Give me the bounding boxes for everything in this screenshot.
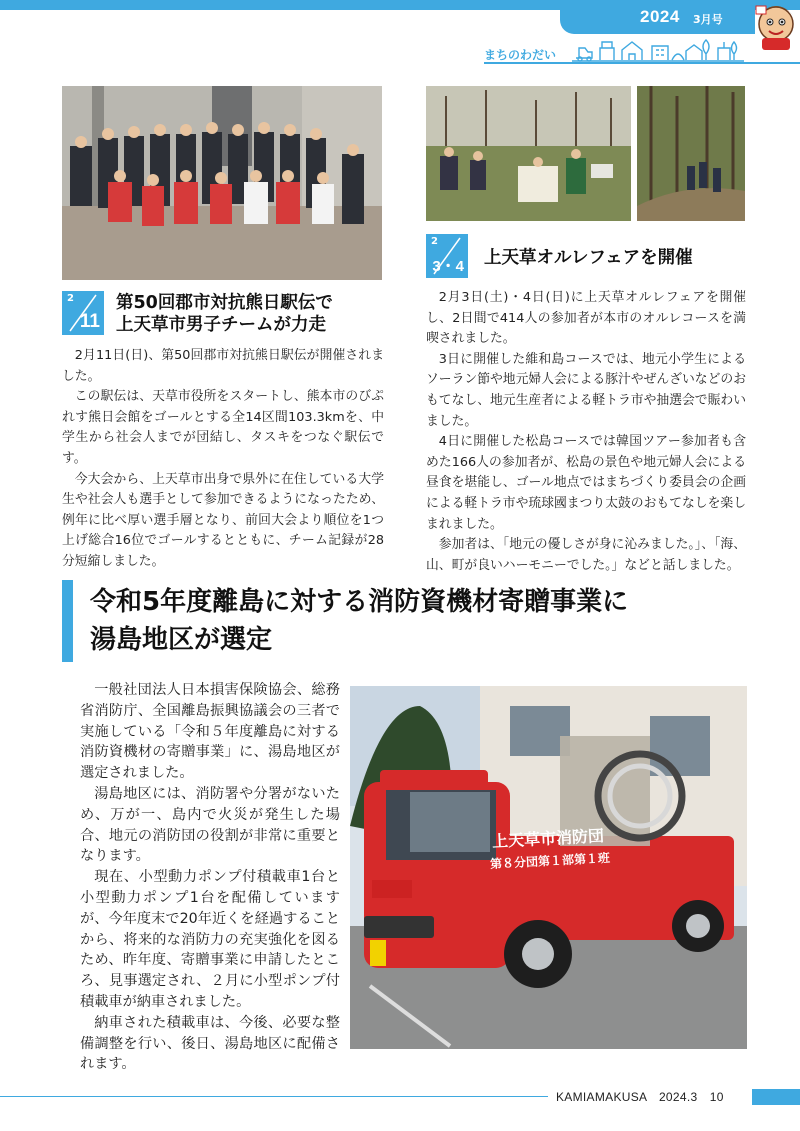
fire-truck-photo: [350, 686, 747, 1049]
article1-body: [62, 346, 384, 573]
article2-paragraph: 3日に開催した維和島コースでは、地元小学生によるソーラン節や地元婦人会による豚汁やぜんざいなどのおもてなし、地元生産者による軽トラ市や抽選会で賑わいました。: [426, 351, 746, 429]
article2-title: 上天草オルレフェアを開催: [484, 248, 693, 268]
badge-month: 2: [67, 293, 74, 304]
badge-day: 11: [79, 311, 100, 332]
article2-paragraph: 2月3日(土)・4日(日)に上天草オルレフェアを開催し、2日間で414人の参加者が本市のオルレコースを満喫されました。: [426, 290, 746, 347]
orle-forest-trail-photo: [637, 86, 745, 221]
orle-picnic-photo: [426, 86, 631, 221]
feature-body: [80, 680, 340, 1075]
article1-paragraph: 今大会から、上天草市出身で県外に在住している大学生や社会人も選手として参加できるようになったため、例年に比べ厚い選手層となり、前回大会より順位を1つ上げ総合16位でゴールするとともに、チーム記録が28分短縮しました。: [62, 471, 384, 569]
article2-paragraph: 4日に開催した松島コースでは韓国ツアー参加者も含めた166人の参加者が、松島の景色や地元婦人会による昼食を堪能し、ゴール地点ではまちづくり委員会の企画による軽トラ市や琉球國まつり太鼓のおもてなしを楽しまれました。: [426, 434, 746, 532]
feature-title: [90, 583, 628, 659]
header-rule: [484, 62, 800, 64]
date-badge-feb-11: [62, 291, 104, 335]
article2-paragraph: 参加者は、「地元の優しさが身に沁みました。」、「海、山、町が良いハーモニーでした。」などと話しました。: [426, 537, 746, 573]
footer-text: KAMIAMAKUSA 2024.3 10: [556, 1090, 724, 1104]
date-badge-feb-3-4: [426, 234, 468, 278]
article1-title-line2: 上天草市男子チームが力走: [116, 315, 326, 335]
ekiden-team-photo: [62, 86, 382, 280]
footer-tab: [752, 1089, 800, 1105]
article1-paragraph: この駅伝は、天草市役所をスタートし、熊本市のびぷれす熊日会館をゴールとする全14区間103.3kmを、中学生から社会人までが団結し、タスキをつなぐ駅伝です。: [62, 389, 384, 466]
mascot-icon: [748, 0, 800, 52]
footer-rule: [0, 1096, 548, 1097]
badge-day: 3・4: [432, 258, 464, 275]
issue-month: 3月号: [693, 13, 723, 26]
article1-paragraph: 2月11日(日)、第50回郡市対抗熊日駅伝が開催されました。: [62, 348, 384, 384]
article2-body: [426, 288, 746, 576]
feature-paragraph: 一般社団法人日本損害保険協会、総務省消防庁、全国離島振興協議会の三者で実施している「令和５年度離島に対する消防資機材の寄贈事業」に、湯島地区が選定されました。: [80, 682, 340, 782]
truck-label-2: 第８分団第１部第１班: [489, 850, 611, 872]
feature-paragraph: 納車された積載車は、今後、必要な整備調整を行い、後日、湯島地区に配備されます。: [80, 1014, 340, 1073]
feature-accent-bar: [62, 580, 73, 662]
issue-year: 2024: [640, 7, 680, 26]
section-title: まちのわだい: [484, 48, 557, 62]
truck-label-1: 上天草市消防団: [491, 826, 605, 851]
article1-title-line1: 第50回郡市対抗熊日駅伝で: [116, 293, 333, 313]
article1-title: [116, 292, 333, 336]
feature-paragraph: 湯島地区には、消防署や分署がないため、万が一、島内で火災が発生した場合、地元の消防団の役割が非常に重要となります。: [80, 785, 340, 865]
feature-paragraph: 現在、小型動力ポンプ付積載車1台と小型動力ポンプ1台を配備していますが、今年度末で20年近くを経過することから、将来的な消防力の充実強化を図るため、昨年度、寄贈事業に申請したところ、見事選定され、２月に小型ポンプ付積載車が納車されました。: [80, 869, 340, 1010]
feature-title-line2: 湯島地区が選定: [90, 625, 273, 655]
badge-month: 2: [431, 236, 438, 247]
town-illustration-icon: [572, 36, 744, 62]
feature-title-line1: 令和5年度離島に対する消防資機材寄贈事業に: [90, 587, 629, 617]
